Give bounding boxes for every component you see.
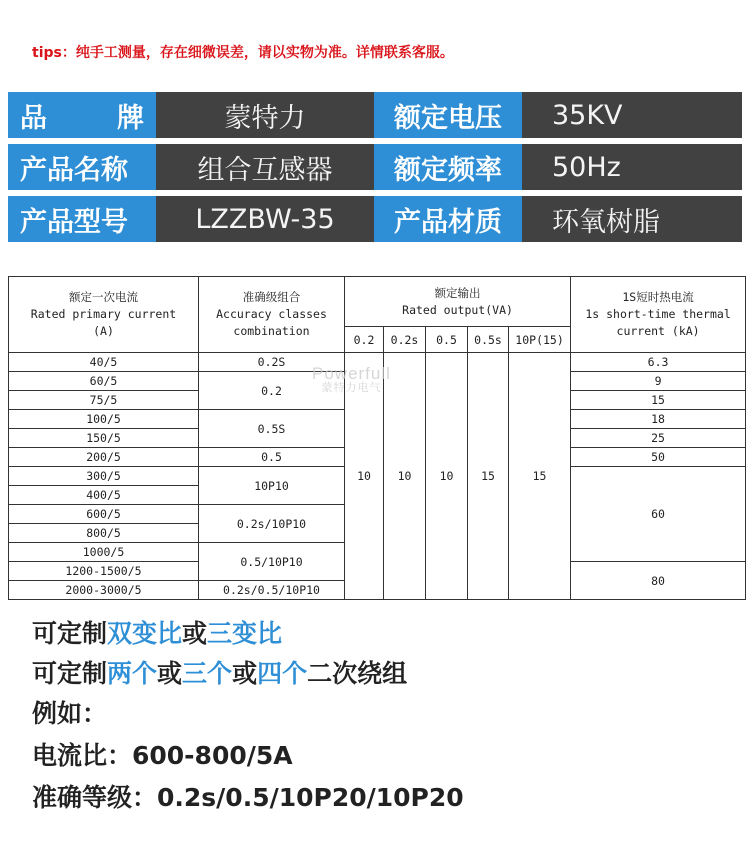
sub-header: 0.5: [426, 327, 468, 353]
model-value: LZZBW-35: [156, 196, 374, 242]
thermal-cell: 80: [571, 562, 746, 600]
header-primary-current: [9, 277, 199, 353]
output-cell: 10: [426, 353, 468, 600]
output-cell: 15: [468, 353, 509, 600]
thermal-cell: 60: [571, 467, 746, 562]
watermark: [312, 366, 391, 396]
note-highlight: 三变比: [207, 619, 283, 648]
note-line-3: 例如：: [32, 699, 108, 728]
name-value: 组合互感器: [156, 144, 374, 190]
watermark-sub: 蒙特力电气: [321, 382, 382, 394]
material-value: 环氧树脂: [522, 196, 742, 242]
output-cell: 15: [509, 353, 571, 600]
note-text: 可定制: [32, 619, 108, 648]
note-line-4: 电流比：600-800/5A: [32, 741, 293, 770]
brand-label: [8, 92, 156, 138]
note-line-5: 准确等级：0.2s/0.5/10P20/10P20: [32, 783, 464, 812]
note-highlight: 两个: [107, 659, 158, 688]
thermal-cell: 6.3: [571, 353, 746, 372]
voltage-label: 额定电压: [374, 92, 522, 138]
header-accuracy: [199, 277, 345, 353]
header-rated-output: [345, 277, 571, 327]
sub-header: 10P(15): [509, 327, 571, 353]
header-thermal-en2: current (kA): [616, 324, 700, 338]
header-rated-output-en: Rated output(VA): [402, 302, 513, 317]
header-thermal-cn: 1S短时热电流: [622, 290, 694, 304]
note-line-1: [32, 614, 464, 654]
notes-block: [32, 614, 464, 820]
note-text: 二次绕组: [307, 659, 408, 688]
tips-note: tips：纯手工测量，存在细微误差，请以实物为准。详情联系客服。: [32, 45, 454, 61]
header-accuracy-cn: 准确级组合: [242, 290, 301, 304]
output-cell: 10: [384, 353, 426, 600]
thermal-cell: 50: [571, 448, 746, 467]
header-accuracy-en1: Accuracy classes: [216, 307, 327, 321]
note-text: 或: [232, 659, 258, 688]
accuracy-cell: 0.5S: [199, 410, 345, 448]
output-cell: 10: [345, 353, 384, 600]
header-accuracy-en2: combination: [233, 324, 310, 338]
spec-grid: [8, 92, 742, 248]
freq-label: 额定频率: [374, 144, 522, 190]
current-cell: 75/5: [9, 391, 199, 410]
current-cell: 2000-3000/5: [9, 581, 199, 600]
current-cell: 40/5: [9, 353, 199, 372]
current-cell: 100/5: [9, 410, 199, 429]
thermal-cell: 18: [571, 410, 746, 429]
accuracy-cell: 0.2S: [199, 353, 345, 372]
header-thermal-en1: 1s short-time thermal: [585, 307, 731, 321]
thermal-cell: 25: [571, 429, 746, 448]
current-cell: 1200-1500/5: [9, 562, 199, 581]
current-cell: 200/5: [9, 448, 199, 467]
thermal-cell: 15: [571, 391, 746, 410]
note-highlight: 三个: [182, 659, 233, 688]
brand-label-a: 品: [20, 102, 47, 134]
current-cell: 600/5: [9, 505, 199, 524]
current-cell: 1000/5: [9, 543, 199, 562]
current-cell: 150/5: [9, 429, 199, 448]
brand-label-b: 牌: [117, 102, 144, 134]
note-text: 或: [182, 619, 208, 648]
watermark-text: Powerfull: [312, 364, 391, 383]
header-primary-current-en: Rated primary current: [30, 307, 177, 321]
material-label: 产品材质: [374, 196, 522, 242]
name-label: 产品名称: [8, 144, 156, 190]
model-label: 产品型号: [8, 196, 156, 242]
header-primary-current-unit: (A): [93, 324, 114, 338]
accuracy-cell: 0.5/10P10: [199, 543, 345, 581]
header-rated-output-cn: 额定输出: [434, 285, 481, 300]
current-cell: 60/5: [9, 372, 199, 391]
note-line-2: [32, 654, 464, 694]
header-thermal: [571, 277, 746, 353]
note-highlight: 四个: [257, 659, 308, 688]
rating-table: [8, 276, 746, 600]
note-text: 可定制: [32, 659, 108, 688]
note-text: 或: [157, 659, 183, 688]
accuracy-cell: 0.2s/10P10: [199, 505, 345, 543]
note-highlight: 双变比: [107, 619, 183, 648]
brand-value: 蒙特力: [156, 92, 374, 138]
spec-row-brand: [8, 92, 742, 138]
accuracy-cell: 0.5: [199, 448, 345, 467]
spec-row-name: [8, 144, 742, 190]
header-primary-current-cn: 额定一次电流: [69, 290, 138, 304]
accuracy-cell: 10P10: [199, 467, 345, 505]
spec-row-model: [8, 196, 742, 242]
accuracy-cell: 0.2: [199, 372, 345, 410]
freq-value: 50Hz: [522, 144, 742, 190]
current-cell: 300/5: [9, 467, 199, 486]
sub-header: 0.5s: [468, 327, 509, 353]
current-cell: 400/5: [9, 486, 199, 505]
accuracy-cell: 0.2s/0.5/10P10: [199, 581, 345, 600]
sub-header: 0.2s: [384, 327, 426, 353]
voltage-value: 35KV: [522, 92, 742, 138]
thermal-cell: 9: [571, 372, 746, 391]
current-cell: 800/5: [9, 524, 199, 543]
sub-header: 0.2: [345, 327, 384, 353]
